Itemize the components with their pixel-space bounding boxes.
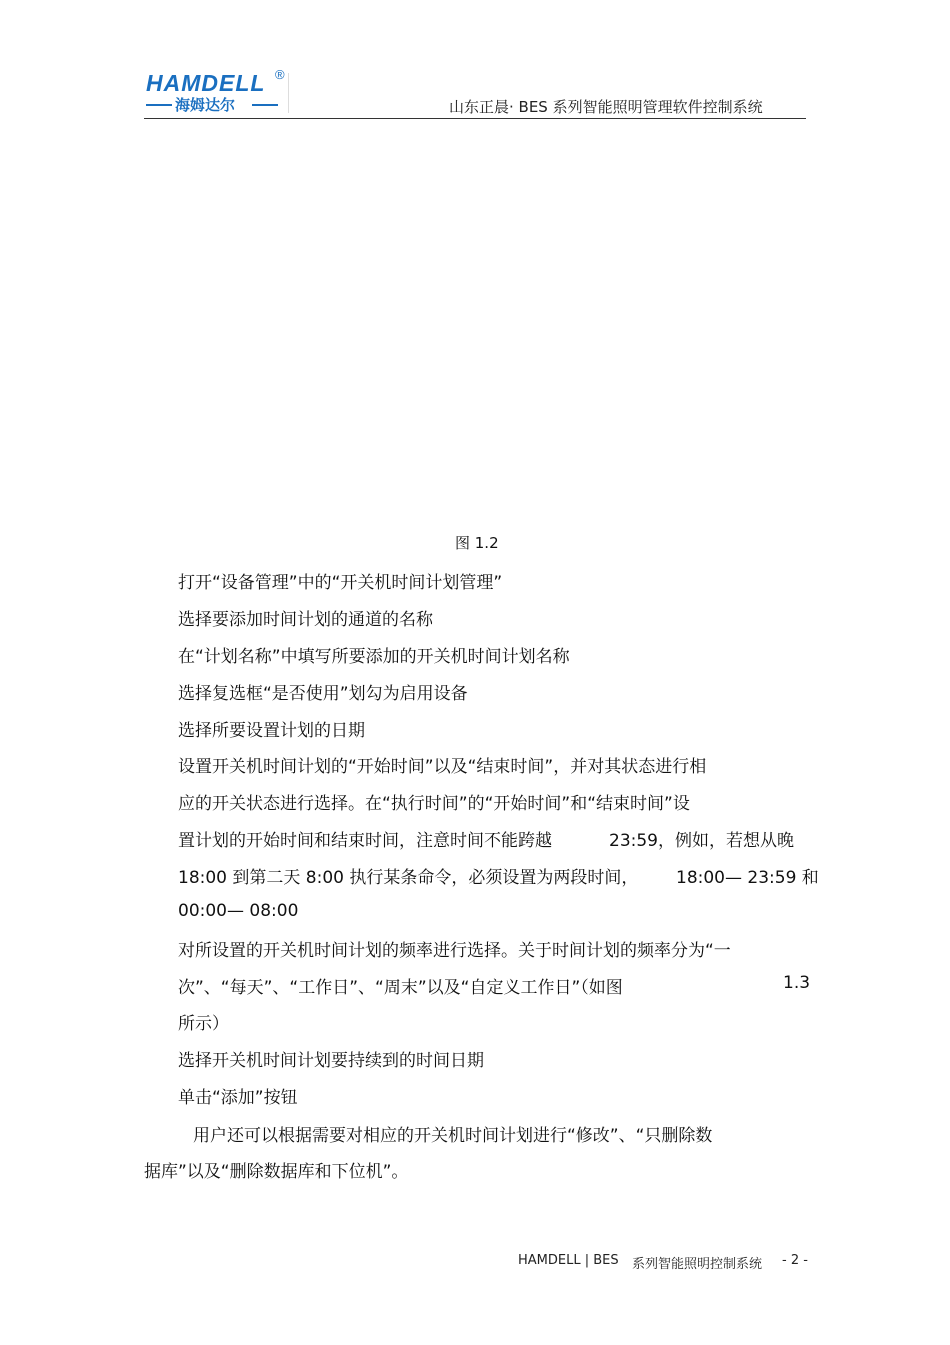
step-select-date: 选择所要设置计划的日期	[178, 721, 365, 741]
time-para-line-4b: 18:00— 23:59 和	[676, 868, 819, 888]
logo-divider	[288, 73, 289, 113]
logo-line-right	[252, 104, 278, 106]
step-plan-name: 在“计划名称”中填写所要添加的开关机时间计划名称	[178, 647, 570, 667]
company-logo	[144, 67, 290, 114]
time-para-line-3b: 23:59，例如，若想从晚	[609, 831, 794, 851]
header-rule	[144, 118, 806, 119]
logo-chinese-name: 海姆达尔	[175, 96, 236, 114]
step-end-date: 选择开关机时间计划要持续到的时间日期	[178, 1051, 484, 1071]
figure-caption: 图 1.2	[455, 534, 499, 552]
footer-system: 系列智能照明控制系统	[632, 1257, 763, 1272]
footer-brand: HAMDELL | BES	[518, 1253, 619, 1268]
registered-mark: ®	[275, 67, 285, 82]
freq-para-line-1: 对所设置的开关机时间计划的频率进行选择。关于时间计划的频率分为“一	[178, 941, 731, 961]
step-enable-checkbox: 选择复选框“是否使用”划勾为启用设备	[178, 684, 468, 704]
step-select-channel: 选择要添加时间计划的通道的名称	[178, 610, 433, 630]
page-number: - 2 -	[782, 1253, 808, 1268]
logo-wordmark: HAMDELL	[146, 70, 266, 96]
time-para-line-4a: 18:00 到第二天 8:00 执行某条命令，必须设置为两段时间，	[178, 868, 639, 888]
time-para-line-2: 应的开关状态进行选择。在“执行时间”的“开始时间”和“结束时间”设	[178, 794, 690, 814]
freq-para-line-2b: 1.3	[783, 973, 811, 993]
logo-line-left	[146, 104, 172, 106]
time-para-line-1: 设置开关机时间计划的“开始时间”以及“结束时间”，并对其状态进行相	[178, 757, 707, 777]
step-click-add: 单击“添加”按钮	[178, 1088, 298, 1108]
freq-para-line-3: 所示）	[178, 1014, 229, 1034]
time-para-line-5: 00:00— 08:00	[178, 901, 299, 921]
note-line-1: 用户还可以根据需要对相应的开关机时间计划进行“修改”、“只删除数	[193, 1126, 713, 1146]
note-line-2: 据库”以及“删除数据库和下位机”。	[144, 1162, 409, 1182]
step-open-manager: 打开“设备管理”中的“开关机时间计划管理”	[178, 573, 503, 593]
freq-para-line-2a: 次”、“每天”、“工作日”、“周末”以及“自定义工作日”（如图	[178, 978, 623, 998]
time-para-line-3a: 置计划的开始时间和结束时间，注意时间不能跨越	[178, 831, 552, 851]
header-title: 山东正晨· BES 系列智能照明管理软件控制系统	[449, 98, 763, 116]
